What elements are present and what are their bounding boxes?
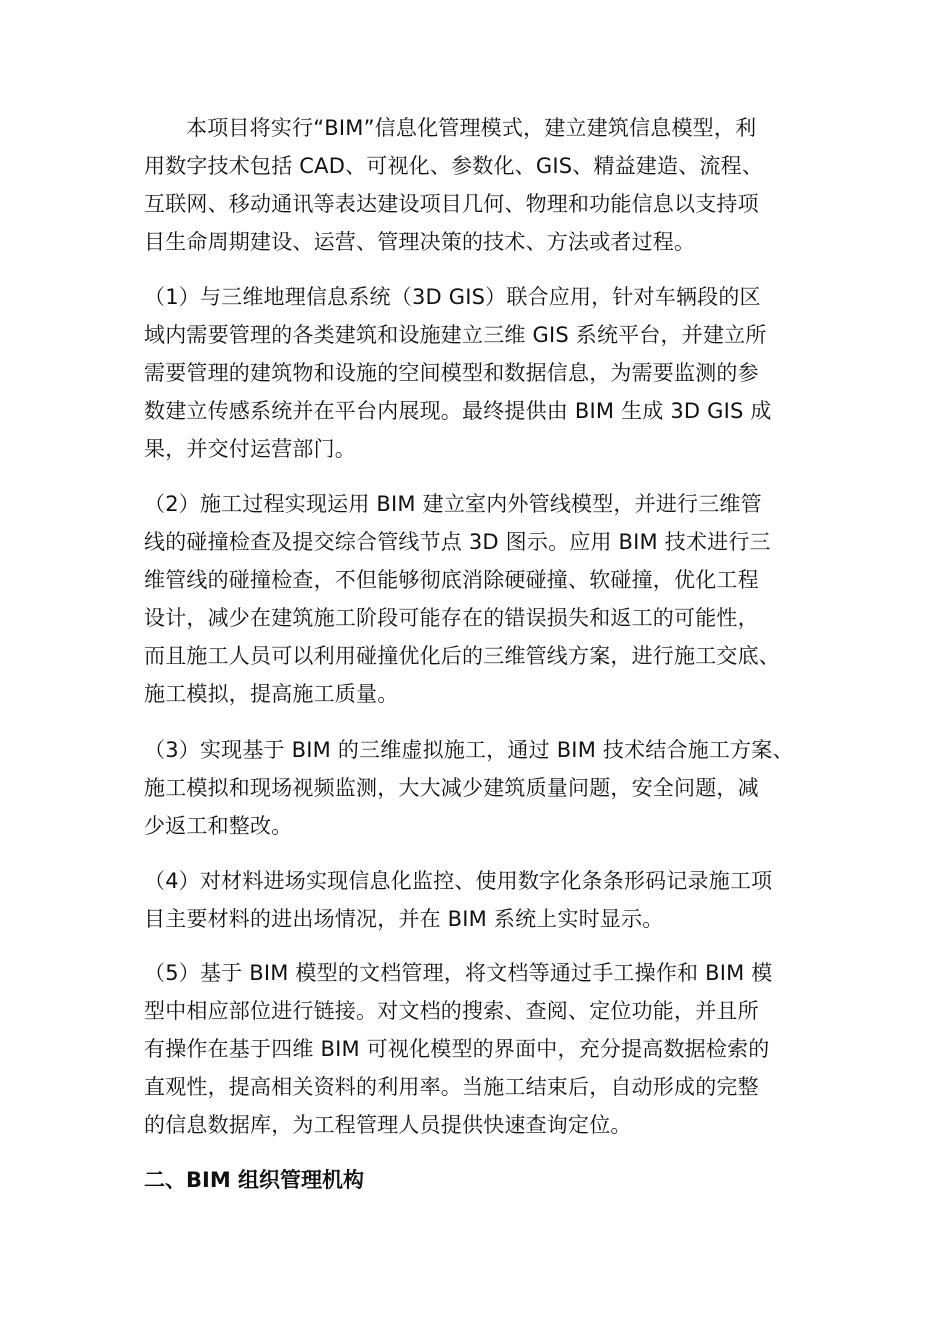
paragraph-line: 本项目将实行“BIM”信息化管理模式，建立建筑信息模型，利	[186, 116, 757, 140]
paragraph-line: 互联网、移动通讯等表达建设项目几何、物理和功能信息以支持项	[144, 192, 759, 216]
paragraph-line: 施工模拟，提高施工质量。	[144, 682, 399, 706]
paragraph-line: 需要管理的建筑物和设施的空间模型和数据信息，为需要监测的参	[144, 361, 759, 385]
paragraph-line: 的信息数据库，为工程管理人员提供快速查询定位。	[144, 1113, 632, 1137]
paragraph-line: 域内需要管理的各类建筑和设施建立三维 GIS 系统平台，并建立所	[144, 323, 767, 347]
paragraph-line: 目生命周期建设、运营、管理决策的技术、方法或者过程。	[144, 230, 696, 254]
paragraph-line: 数建立传感系统并在平台内展现。最终提供由 BIM 生成 3D GIS 成	[144, 399, 772, 423]
paragraph-line: （5）基于 BIM 模型的文档管理，将文档等通过手工操作和 BIM 模	[144, 961, 773, 985]
paragraph-line: （2）施工过程实现运用 BIM 建立室内外管线模型，并进行三维管	[144, 492, 762, 516]
paragraph-line: （3）实现基于 BIM 的三维虚拟施工，通过 BIM 技术结合施工方案、	[144, 738, 794, 762]
section-heading: 二、BIM 组织管理机构	[144, 1168, 365, 1192]
paragraph-line: 用数字技术包括 CAD、可视化、参数化、GIS、精益建造、流程、	[144, 154, 764, 178]
paragraph-line: 型中相应部位进行链接。对文档的搜索、查阅、定位功能，并且所	[144, 999, 759, 1023]
paragraph-line: 设计，减少在建筑施工阶段可能存在的错误损失和返工的可能性，	[144, 606, 759, 630]
paragraph-line: （4）对材料进场实现信息化监控、使用数字化条条形码记录施工项	[144, 869, 773, 893]
paragraph-line: 少返工和整改。	[144, 814, 293, 838]
paragraph-line: （1）与三维地理信息系统（3D GIS）联合应用，针对车辆段的区	[144, 285, 761, 309]
paragraph-line: 线的碰撞检查及提交综合管线节点 3D 图示。应用 BIM 技术进行三	[144, 530, 771, 554]
paragraph-line: 目主要材料的进出场情况，并在 BIM 系统上实时显示。	[144, 907, 664, 931]
paragraph-line: 施工模拟和现场视频监测，大大减少建筑质量问题，安全问题，减	[144, 776, 759, 800]
paragraph-line: 直观性，提高相关资料的利用率。当施工结束后，自动形成的完整	[144, 1075, 759, 1099]
paragraph-line: 有操作在基于四维 BIM 可视化模型的界面中，充分提高数据检索的	[144, 1037, 770, 1061]
paragraph-line: 而且施工人员可以利用碰撞优化后的三维管线方案，进行施工交底、	[144, 644, 780, 668]
paragraph-line: 果，并交付运营部门。	[144, 437, 356, 461]
paragraph-line: 维管线的碰撞检查，不但能够彻底消除硬碰撞、软碰撞，优化工程	[144, 568, 759, 592]
